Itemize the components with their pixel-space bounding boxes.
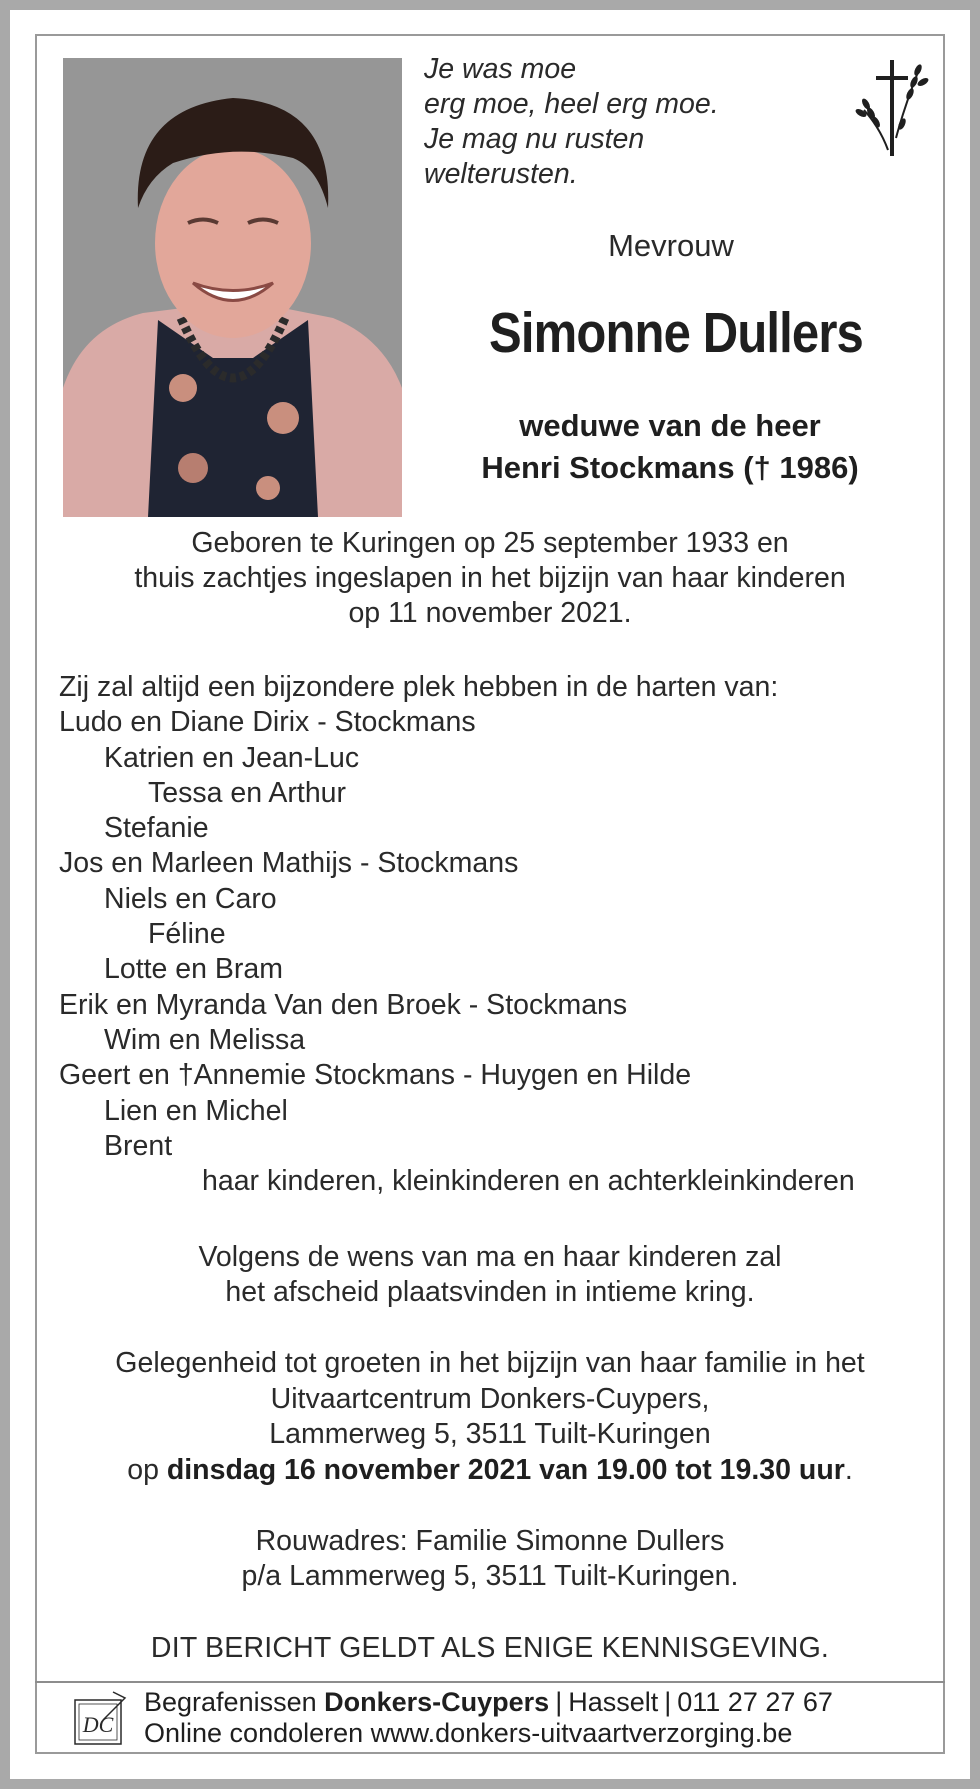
poem-line: erg moe, heel erg moe. [424,88,719,120]
notice: DIT BERICHT GELDT ALS ENIGE KENNISGEVING. [150,1632,830,1664]
family-member: Brent [104,1129,173,1162]
family-member: Wim en Melissa [104,1023,306,1056]
footer-line-1 [144,1687,934,1718]
visitation-line: Uitvaartcentrum Donkers-Cuypers, [270,1382,710,1415]
family-member: Lotte en Bram [104,953,284,986]
family-member: Ludo en Diane Dirix - Stockmans [59,706,476,739]
family-member: Katrien en Jean-Luc [104,741,360,774]
visitation-suffix: . [844,1453,853,1486]
mourning-address [60,1524,920,1594]
family-member: Geert en †Annemie Stockmans - Huygen en Hilde [59,1059,692,1092]
footer [144,1687,934,1749]
poem-line: Je mag nu rusten [424,123,645,155]
family-member: Jos en Marleen Mathijs - Stockmans [59,847,519,880]
company-phone: 011 27 27 67 [677,1687,833,1717]
farewell-line: Volgens de wens van ma en haar kinderen zal [198,1241,782,1273]
farewell-info [60,1240,920,1310]
visitation-when-line [60,1453,920,1489]
family-member: Stefanie [104,812,209,845]
logo-text: DC [82,1712,114,1737]
poem-line: Je was moe [424,53,577,85]
divider [35,1681,945,1683]
footer-line-2: Online condoleren www.donkers-uitvaartverzorging.be [144,1718,793,1748]
separator: | [664,1687,672,1717]
birth-line: op 11 november 2021. [348,597,632,629]
family-member: Lien en Michel [104,1094,288,1127]
salutation: Mevrouw [608,228,734,263]
family-member: Niels en Caro [104,882,277,915]
family-member: Erik en Myranda Van den Broek - Stockmans [59,988,628,1021]
visitation-line: Gelegenheid tot groeten in het bijzijn van haar familie in het [115,1347,865,1379]
visitation-prefix: op [127,1453,167,1486]
birth-line: thuis zachtjes ingeslapen in het bijzijn van haar kinderen [134,562,846,594]
family-list [59,670,939,1199]
widow-line: weduwe van de heer [519,408,821,443]
widow-line: Henri Stockmans († 1986) [481,450,859,485]
company-logo [73,1690,128,1746]
cross-icon [852,58,932,160]
farewell-line: het afscheid plaatsvinden in intieme kring. [225,1276,755,1308]
visitation-date: dinsdag 16 november 2021 van 19.00 tot 19.30 uur [166,1453,845,1486]
company-name: Donkers-Cuypers [324,1687,550,1717]
family-relation: haar kinderen, kleinkinderen en achterkleinkinderen [202,1165,855,1198]
address-line: p/a Lammerweg 5, 3511 Tuilt-Kuringen. [241,1560,739,1592]
portrait-illustration [63,58,402,517]
poem [424,52,784,192]
widow-of [420,405,920,489]
birth-line: Geboren te Kuringen op 25 september 1933 en [191,527,789,559]
family-member: Tessa en Arthur [148,776,347,809]
separator: | [555,1687,563,1717]
birth-death-info [60,526,920,631]
family-intro: Zij zal altijd een bijzondere plek hebben in de harten van: [59,671,779,703]
company-city: Hasselt [568,1687,659,1717]
family-member: Féline [148,918,226,951]
visitation-info [60,1346,920,1488]
visitation-line: Lammerweg 5, 3511 Tuilt-Kuringen [269,1418,711,1450]
footer-prefix: Begrafenissen [144,1687,325,1717]
deceased-name: Simonne Dullers [489,301,863,365]
portrait-photo [63,58,402,517]
poem-line: welterusten. [424,158,578,190]
address-line: Rouwadres: Familie Simonne Dullers [255,1525,725,1557]
